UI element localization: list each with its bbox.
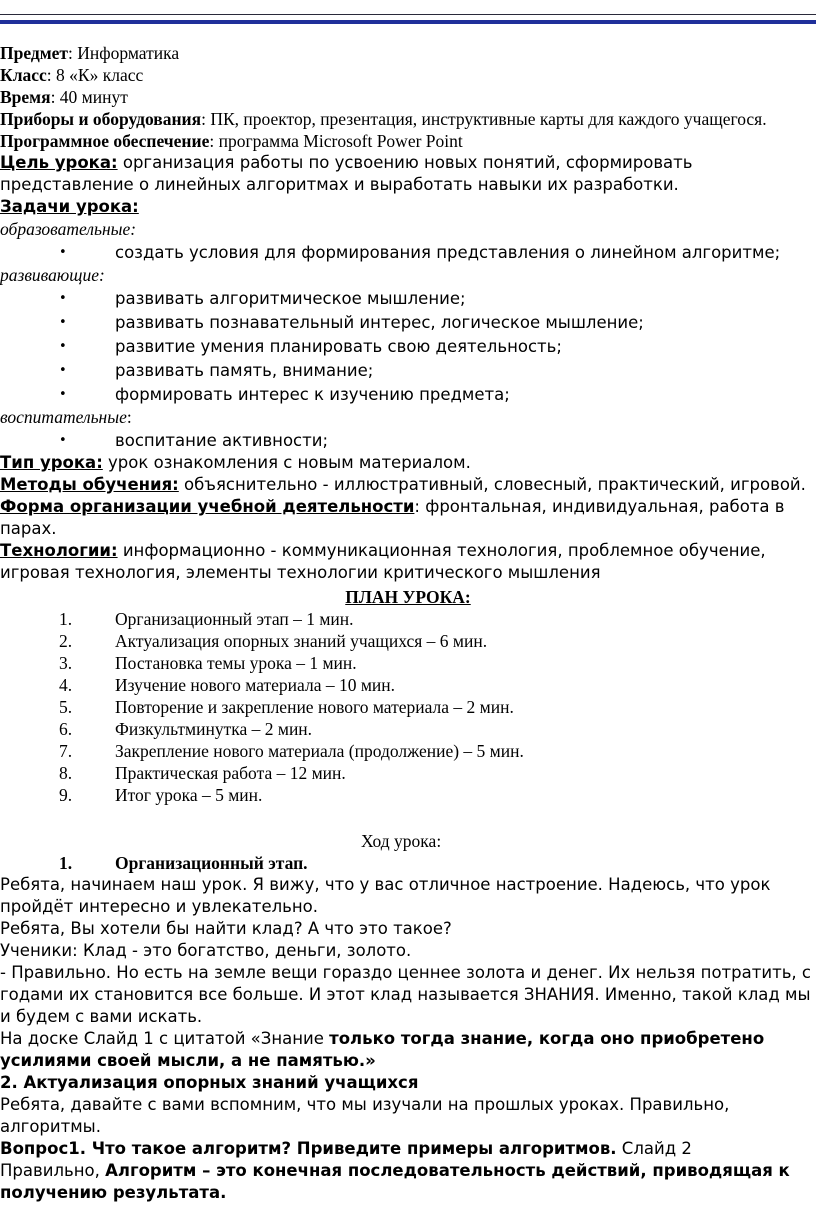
plan-item-text: Закрепление нового материала (продолжение) – 5 мин. <box>115 741 524 761</box>
plan-item-text: Изучение нового материала – 10 мин. <box>115 675 396 695</box>
developing-item <box>0 288 816 310</box>
plan-item-text: Физкультминутка – 2 мин. <box>115 719 313 739</box>
methods-label: Методы обучения: <box>0 475 179 494</box>
plan-title: ПЛАН УРОКА: <box>345 587 471 607</box>
upbringing-suffix: : <box>126 407 132 427</box>
plan-item-number: 1. <box>59 609 73 629</box>
list-item-text: развитие умения планировать свою деятельность; <box>115 337 562 356</box>
plan-item-number: 5. <box>59 697 73 717</box>
methods-value: объяснительно - иллюстративный, словесный, практический, игровой. <box>178 475 806 494</box>
developing-item <box>0 384 816 406</box>
bullet-icon: • <box>59 339 67 354</box>
list-item-text: формировать интерес к изучению предмета; <box>115 385 510 404</box>
quote-text: только тогда знание, когда оно приобретено усилиями своей мысли, а не памятью.» <box>0 1029 765 1070</box>
plan-item <box>0 762 816 784</box>
definition-text: Алгоритм – это конечная последовательность действий, приводящая к получению результата. <box>0 1161 790 1202</box>
plan-item <box>0 674 816 696</box>
plan-item <box>0 652 816 674</box>
paragraph: Ребята, Вы хотели бы найти клад? А что это такое? <box>0 919 452 938</box>
class-label: Класс <box>0 65 47 85</box>
course-title: Ход урока: <box>361 831 442 851</box>
devices-label: Приборы и оборудования <box>0 109 202 129</box>
list-item-text: развивать алгоритмическое мышление; <box>115 289 466 308</box>
goal-value: организация работы по усвоению новых понятий, сформировать представление о линейных алгоритмах и выработать навыки их разработки. <box>0 153 693 194</box>
plan-item <box>0 608 816 630</box>
developing-label: развивающие: <box>0 265 105 285</box>
question-text: Вопрос1. Что такое алгоритм? Приведите примеры алгоритмов. <box>0 1139 617 1158</box>
lesson-type-line <box>0 452 816 474</box>
form-value: : фронтальная, индивидуальная, работа в парах. <box>0 497 785 538</box>
document-page <box>0 42 816 1204</box>
time-line <box>0 86 816 108</box>
educational-label: образовательные: <box>0 219 137 239</box>
time-value: : 40 минут <box>50 87 128 107</box>
plan-item-number: 4. <box>59 675 73 695</box>
paragraph: Ребята, начинаем наш урок. Я вижу, что у вас отличное настроение. Надеюсь, что урок пройдёт интересно и увлекательно. <box>0 875 771 916</box>
time-label: Время <box>0 87 51 107</box>
paragraph: Ученики: Клад - это богатство, деньги, золото. <box>0 941 412 960</box>
class-line <box>0 64 816 86</box>
bullet-icon: • <box>59 387 67 402</box>
bullet-icon: • <box>59 291 67 306</box>
upbringing-line <box>0 406 816 428</box>
subject-label: Предмет <box>0 43 69 63</box>
question-line <box>0 1138 816 1160</box>
plan-item <box>0 696 816 718</box>
header-rule-thin <box>0 14 816 15</box>
educational-item <box>0 242 816 264</box>
technologies-value: информационно - коммуникационная технология, проблемное обучение, игровая технология, элементы технологии критического мышления <box>0 541 766 582</box>
paragraph: - Правильно. Но есть на земле вещи гораздо ценнее золота и денег. Их нельзя потратить, с годами их становится все больше. И этот клад называется ЗНАНИЯ. Именно, такой клад мы и будем с вами искать. <box>0 963 811 1026</box>
plan-item-text: Практическая работа – 12 мин. <box>115 763 346 783</box>
upbringing-item <box>0 430 816 452</box>
stage1-heading <box>0 852 816 874</box>
plan-item-text: Актуализация опорных знаний учащихся – 6 мин. <box>115 631 488 651</box>
stage1-number: 1. <box>59 853 73 873</box>
technologies-line <box>0 540 816 584</box>
slide-ref: Слайд 2 <box>616 1139 692 1158</box>
form-label: Форма организации учебной деятельности <box>0 497 415 516</box>
plan-item-number: 7. <box>59 741 73 761</box>
plan-item-number: 9. <box>59 785 73 805</box>
plan-item-text: Итог урока – 5 мин. <box>115 785 263 805</box>
plan-item <box>0 784 816 806</box>
plan-item-text: Организационный этап – 1 мин. <box>115 609 354 629</box>
list-item-text: развивать память, внимание; <box>115 361 374 380</box>
quote-paragraph <box>0 1028 816 1072</box>
class-value: : 8 «К» класс <box>46 65 144 85</box>
plan-item-text: Постановка темы урока – 1 мин. <box>115 653 357 673</box>
bullet-icon: • <box>59 245 67 260</box>
subject-value: : Информатика <box>68 43 180 63</box>
bullet-icon: • <box>59 433 67 448</box>
lesson-type-value: урок ознакомления с новым материалом. <box>102 453 471 472</box>
plan-item <box>0 740 816 762</box>
plan-item-number: 8. <box>59 763 73 783</box>
developing-item <box>0 312 816 334</box>
devices-value: : ПК, проектор, презентация, инструктивные карты для каждого учащегося. <box>201 109 767 129</box>
plan-item <box>0 630 816 652</box>
bullet-icon: • <box>59 363 67 378</box>
paragraph: Ребята, давайте с вами вспомним, что мы изучали на прошлых уроках. Правильно, алгоритмы. <box>0 1095 730 1136</box>
software-value: : программа Microsoft Power Point <box>209 131 463 151</box>
definition-intro: Правильно, <box>0 1161 106 1180</box>
plan-item-text: Повторение и закрепление нового материала – 2 мин. <box>115 697 514 717</box>
header-rule-thick <box>0 20 816 24</box>
upbringing-label: воспитательные <box>0 407 127 427</box>
goal-label: Цель урока: <box>0 153 118 172</box>
software-line <box>0 130 816 152</box>
definition-line <box>0 1160 816 1204</box>
goal-line <box>0 152 816 196</box>
list-item-text: развивать познавательный интерес, логическое мышление; <box>115 313 644 332</box>
plan-item-number: 3. <box>59 653 73 673</box>
list-item-text: создать условия для формирования представления о линейном алгоритме; <box>115 243 781 262</box>
plan-item <box>0 718 816 740</box>
developing-item <box>0 360 816 382</box>
bullet-icon: • <box>59 315 67 330</box>
technologies-label: Технологии: <box>0 541 118 560</box>
lesson-type-label: Тип урока: <box>0 453 103 472</box>
tasks-label: Задачи урока: <box>0 197 139 216</box>
plan-item-number: 2. <box>59 631 73 651</box>
developing-item <box>0 336 816 358</box>
methods-line <box>0 474 816 496</box>
stage1-title: Организационный этап. <box>115 853 308 873</box>
stage2-heading: 2. Актуализация опорных знаний учащихся <box>0 1073 419 1092</box>
subject-line <box>0 42 816 64</box>
plan-item-number: 6. <box>59 719 73 739</box>
devices-line <box>0 108 816 130</box>
form-line <box>0 496 816 540</box>
list-item-text: воспитание активности; <box>115 431 329 450</box>
quote-intro: На доске Слайд 1 с цитатой «Знание <box>0 1029 330 1048</box>
software-label: Программное обеспечение <box>0 131 210 151</box>
